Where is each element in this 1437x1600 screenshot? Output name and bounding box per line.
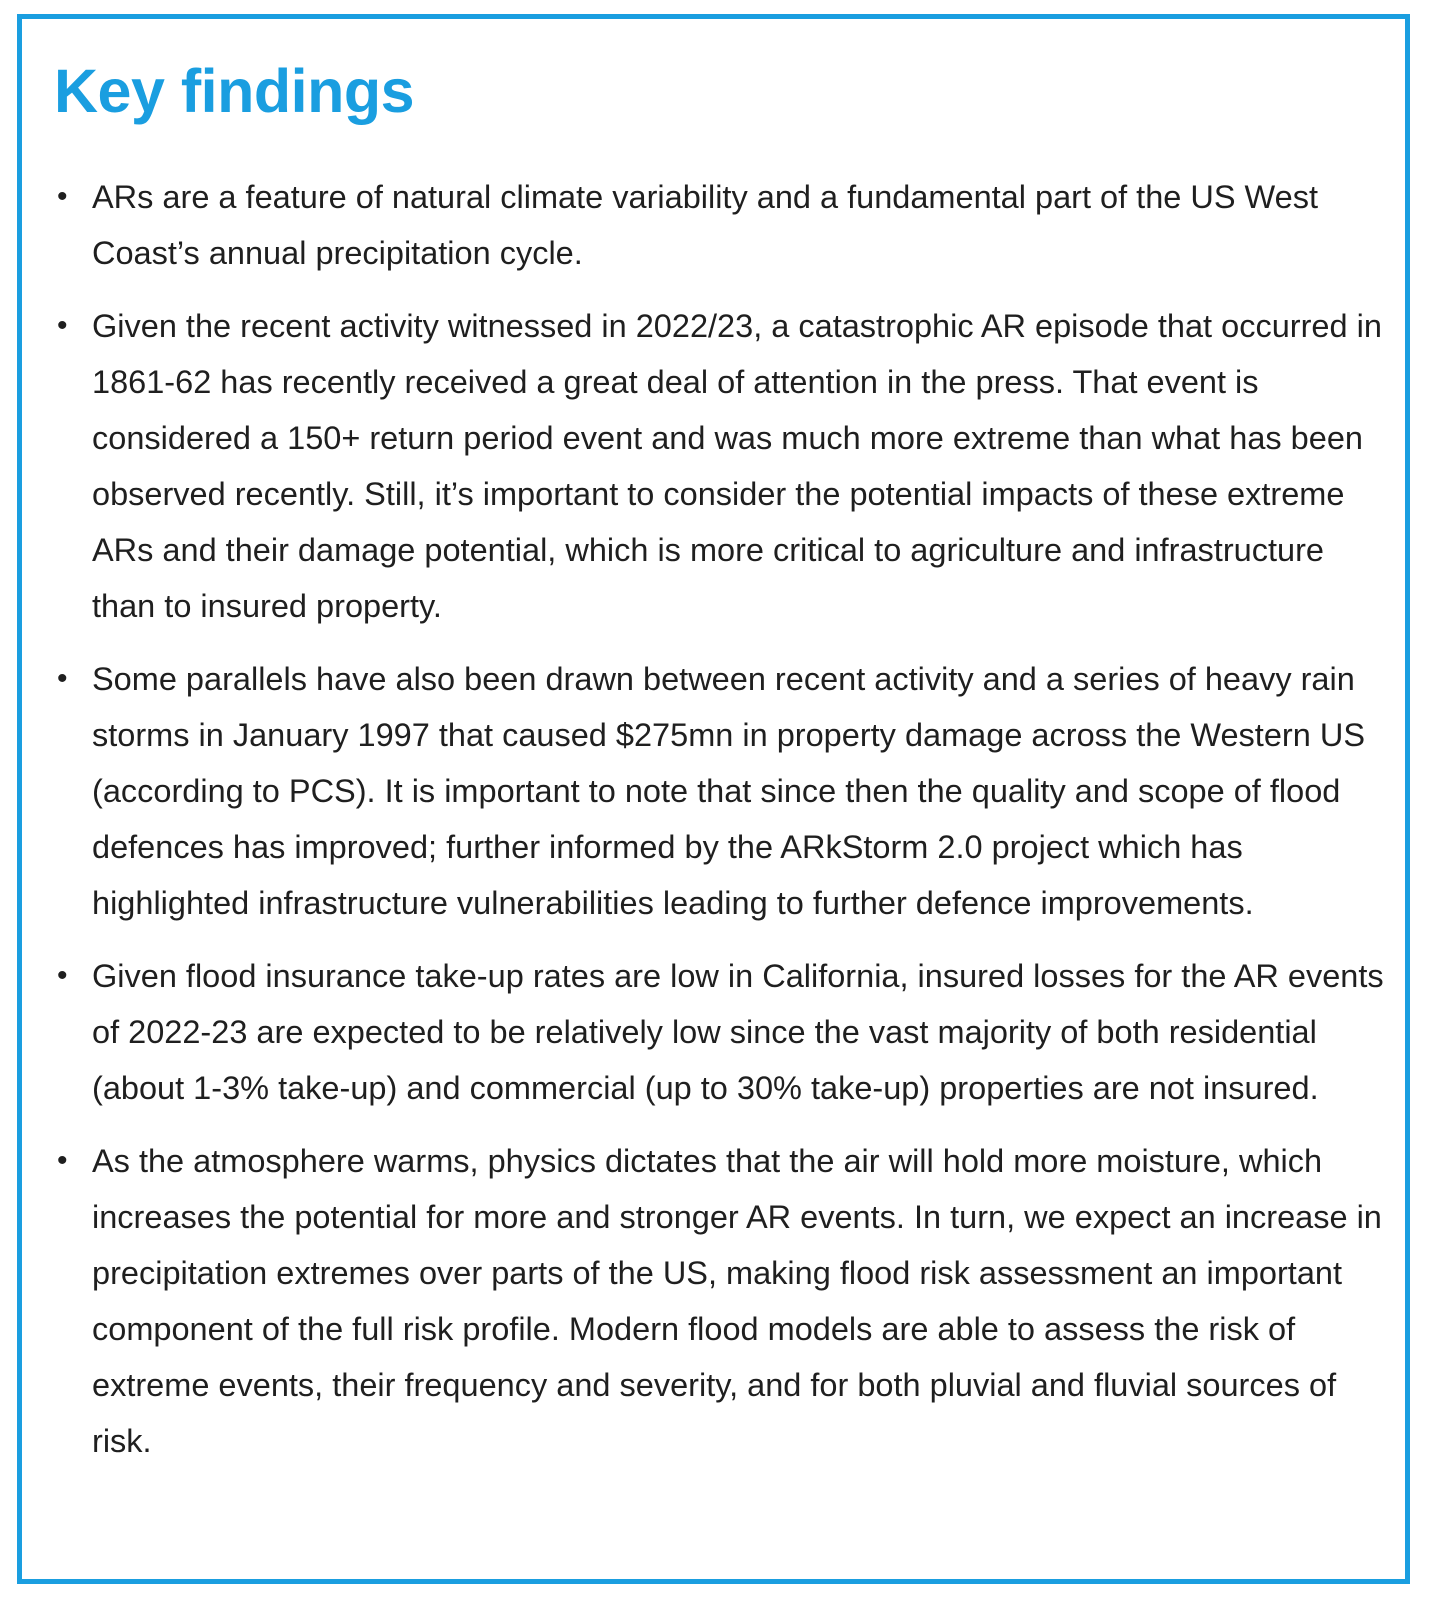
list-item — [54, 1133, 1384, 1469]
list-item — [54, 948, 1384, 1116]
bullet-icon: • — [57, 309, 68, 342]
bullet-icon: • — [57, 662, 68, 695]
page-title: Key findings — [54, 57, 415, 125]
list-item — [54, 169, 1384, 281]
bullet-icon: • — [57, 180, 68, 213]
finding-text: As the atmosphere warms, physics dictates that the air will hold more moisture, which increases the potential for more and stronger AR events. In turn, we expect an increase in precipitation extremes over parts of the US, making flood risk assessment an important component of the full risk profile. Modern flood models are able to assess the risk of extreme events, their frequency and severity, and for both pluvial and fluvial sources of risk. — [92, 1143, 1382, 1459]
list-item — [54, 298, 1384, 634]
findings-list — [54, 169, 1384, 1486]
bullet-icon: • — [57, 959, 68, 992]
key-findings-box — [17, 14, 1410, 1584]
finding-text: Some parallels have also been drawn between recent activity and a series of heavy rain storms in January 1997 that caused $275mn in property damage across the Western US (according to PCS). It is important to note that since then the quality and scope of flood defences has improved; further informed by the ARkStorm 2.0 project which has highlighted infrastructure vulnerabilities leading to further defence improvements. — [92, 661, 1365, 921]
finding-text: Given the recent activity witnessed in 2022/23, a catastrophic AR episode that occurred in 1861-62 has recently received a great deal of attention in the press. That event is considered a 150+ return period event and was much more extreme than what has been observed recently. Still, it’s important to consider the potential impacts of these extreme ARs and their damage potential, which is more critical to agriculture and infrastructure than to insured property. — [92, 308, 1382, 624]
finding-text: ARs are a feature of natural climate variability and a fundamental part of the US West Coast’s annual precipitation cycle. — [92, 179, 1319, 271]
bullet-icon: • — [57, 1144, 68, 1177]
finding-text: Given flood insurance take-up rates are low in California, insured losses for the AR events of 2022-23 are expected to be relatively low since the vast majority of both residential (about 1-3% take-up) and commercial (up to 30% take-up) properties are not insured. — [92, 958, 1384, 1106]
list-item — [54, 651, 1384, 931]
